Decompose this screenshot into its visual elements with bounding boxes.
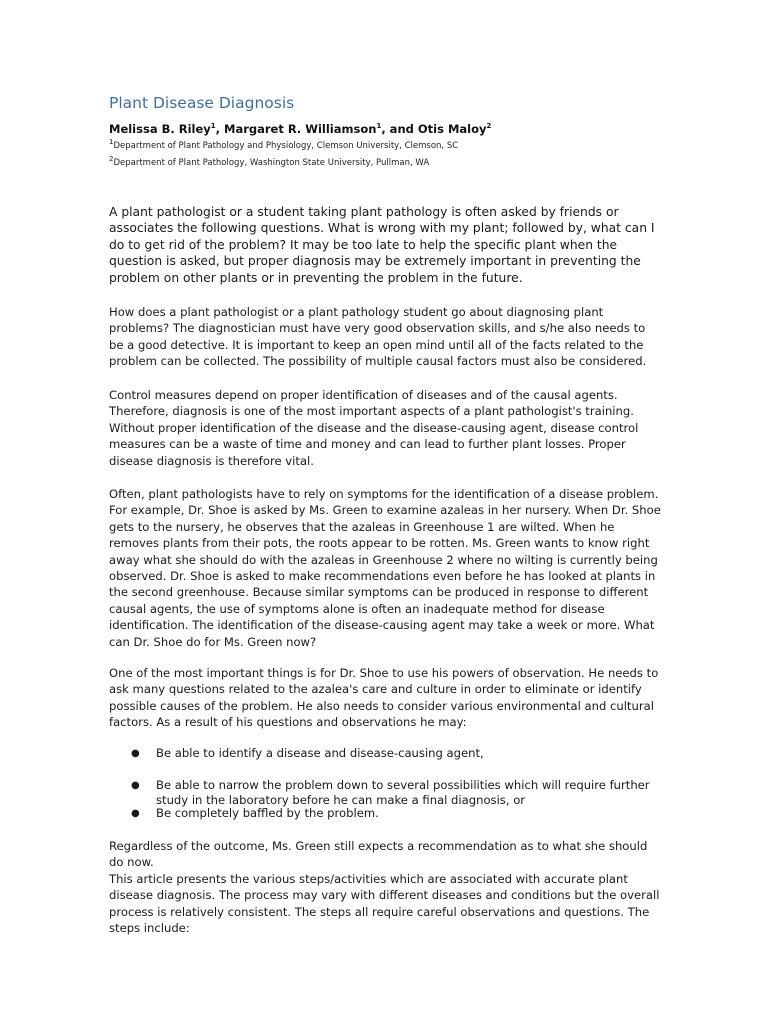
body-paragraph-diagnosing: How does a plant pathologist or a plant pathology student go about diagnosing plant problems? The diagnostician must have very good observation skills, and s/he also needs to be a good detective. It is important to keep an open mind until all of the facts related to the problem can be collected. The possibility of multiple causal factors must also be considered. xyxy=(109,305,647,369)
author-separator: , and xyxy=(381,122,418,136)
list-item xyxy=(131,806,661,821)
affiliation-mark: 1 xyxy=(109,138,114,147)
author-separator: , xyxy=(215,122,225,136)
author-line xyxy=(109,122,491,136)
bullet-icon: ● xyxy=(131,808,140,819)
body-paragraph-steps: This article presents the various steps/activities which are associated with accurate plant disease diagnosis. The process may vary with different diseases and conditions but the overall process is relatively consistent. The steps all require careful observations and questions. The steps include: xyxy=(109,872,660,936)
bullet-list xyxy=(131,778,661,808)
list-item-text: Be able to narrow the problem down to several possibilities which will require further study in the laboratory before he can make a final diagnosis, or xyxy=(156,778,650,807)
list-item-text: Be able to identify a disease and disease-causing agent, xyxy=(156,746,484,760)
author-name: Margaret R. Williamson xyxy=(224,122,377,136)
body-paragraph-control-measures: Control measures depend on proper identification of diseases and of the causal agents. Therefore, diagnosis is one of the most important aspects of a plant pathologist's training. Without proper identification of the disease and the disease-causing agent, disease control measures can be a waste of time and money and can lead to further plant losses. Proper disease diagnosis is therefore vital. xyxy=(109,388,639,468)
bullet-list xyxy=(131,746,661,761)
bullet-list xyxy=(131,806,661,821)
author-affiliation-mark: 2 xyxy=(486,122,492,131)
body-paragraph-observation: One of the most important things is for Dr. Shoe to use his powers of observation. He needs to ask many questions related to the azalea's care and culture in order to eliminate or identify possible causes of the problem. He also needs to consider various environmental and cultural factors. As a result of his questions and observations he may: xyxy=(109,666,659,730)
list-item xyxy=(131,746,661,761)
author-affiliation-mark: 1 xyxy=(210,122,216,131)
affiliation-1 xyxy=(109,138,459,151)
page-title: Plant Disease Diagnosis xyxy=(109,94,295,113)
body-paragraph-outcome: Regardless of the outcome, Ms. Green still expects a recommendation as to what she should do now. xyxy=(109,839,648,870)
author-affiliation-mark: 1 xyxy=(376,122,382,131)
affiliation-2 xyxy=(109,155,430,168)
bullet-icon: ● xyxy=(131,780,140,791)
affiliation-text: Department of Plant Pathology, Washington State University, Pullman, WA xyxy=(113,158,430,168)
body-paragraph-example: Often, plant pathologists have to rely on symptoms for the identification of a disease problem. For example, Dr. Shoe is asked by Ms. Green to examine azaleas in her nursery. When Dr. Shoe gets to the nursery, he observes that the azaleas in Greenhouse 1 are wilted. When he removes plants from their pots, the roots appear to be rotten. Ms. Green wants to know right away what she should do with the azaleas in Greenhouse 2 where no wilting is currently being observed. Dr. Shoe is asked to make recommendations even before he has looked at plants in the second greenhouse. Because similar symptoms can be produced in response to different causal agents, the use of symptoms alone is often an inadequate method for disease identification. The identification of the disease-causing agent may take a week or more. What can Dr. Shoe do for Ms. Green now? xyxy=(109,487,661,649)
affiliation-mark: 2 xyxy=(109,155,114,164)
affiliation-text: Department of Plant Pathology and Physiology, Clemson University, Clemson, SC xyxy=(113,141,459,151)
author-name: Melissa B. Riley xyxy=(109,122,211,136)
author-name: Otis Maloy xyxy=(417,122,487,136)
list-item xyxy=(131,778,661,808)
list-item-text: Be completely baffled by the problem. xyxy=(156,806,379,820)
intro-paragraph: A plant pathologist or a student taking plant pathology is often asked by friends or associates the following questions. What is wrong with my plant; followed by, what can I do to get rid of the problem? It may be too late to help the specific plant when the question is asked, but proper diagnosis may be extremely important in preventing the problem on other plants or in preventing the problem in the future. xyxy=(109,205,655,285)
bullet-icon: ● xyxy=(131,748,140,759)
